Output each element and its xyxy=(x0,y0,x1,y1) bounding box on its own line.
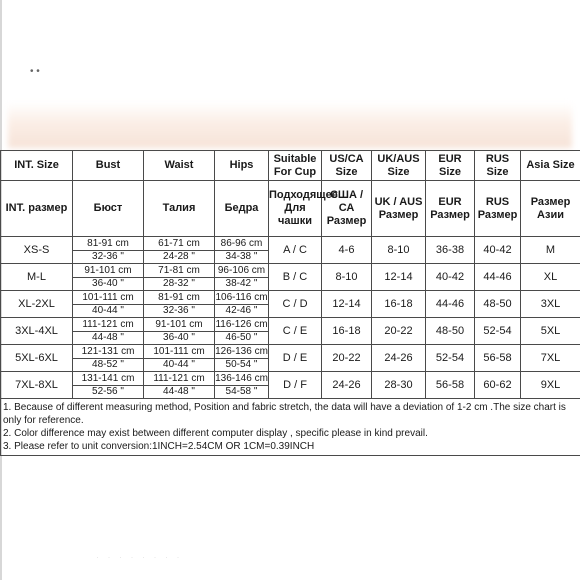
table-row xyxy=(1,318,580,345)
rus-size-cell: 60-62 xyxy=(475,372,521,399)
waist-cell-inch: 32-36 " xyxy=(163,304,195,316)
cup-cell: A / C xyxy=(269,237,322,264)
waist-cell-inch: 40-44 " xyxy=(163,358,195,370)
size-chart xyxy=(0,150,580,466)
uk-size-cell: 12-14 xyxy=(372,264,426,291)
waist-cell-inch: 28-32 " xyxy=(163,277,195,289)
us-size-cell: 12-14 xyxy=(322,291,372,318)
size-chart-table xyxy=(0,150,580,456)
asia-size-cell: M xyxy=(521,237,580,264)
hips-cell-cm: 106-116 cm xyxy=(215,291,268,303)
faded-footer-marks: · · · · · · · · xyxy=(96,552,183,562)
bust-cell xyxy=(73,291,144,318)
table-row xyxy=(1,372,580,399)
waist-cell-cm: 111-121 cm xyxy=(144,373,214,386)
header-glow xyxy=(8,102,572,148)
bust-cell-cm: 101-111 cm xyxy=(73,292,143,305)
header-int-size: INT. Size xyxy=(1,151,73,181)
header-uk: UK/AUS Size xyxy=(372,151,426,181)
hips-cell-inch: 38-42 " xyxy=(225,277,258,289)
asia-size-cell: 7XL xyxy=(521,345,580,372)
us-size-cell: 8-10 xyxy=(322,264,372,291)
bust-cell-cm: 91-101 cm xyxy=(73,265,143,278)
notes-row xyxy=(1,399,580,456)
header-rus-ru: RUS Размер xyxy=(475,181,521,237)
rus-size-cell: 52-54 xyxy=(475,318,521,345)
asia-size-cell: XL xyxy=(521,264,580,291)
hips-cell-cm: 86-96 cm xyxy=(215,238,268,251)
int-size-cell: XL-2XL xyxy=(1,291,73,318)
header-us-ru: США / СА Размер xyxy=(322,181,372,237)
cup-cell: D / E xyxy=(269,345,322,372)
hips-cell-cm: 116-126 cm xyxy=(215,318,268,330)
bust-cell xyxy=(73,345,144,372)
bust-cell-inch: 52-56 " xyxy=(92,385,124,397)
table-row xyxy=(1,345,580,372)
bust-cell-inch: 40-44 " xyxy=(92,304,124,316)
notes-cell xyxy=(1,399,580,456)
bust-cell-cm: 131-141 cm xyxy=(73,373,143,386)
int-size-cell: XS-S xyxy=(1,237,73,264)
bust-cell xyxy=(73,372,144,399)
hips-cell-inch: 50-54 " xyxy=(225,358,258,370)
hips-cell-inch: 54-58 " xyxy=(225,385,258,397)
header-row-ru xyxy=(1,181,580,237)
cup-cell: D / F xyxy=(269,372,322,399)
int-size-cell: 5XL-6XL xyxy=(1,345,73,372)
hips-cell xyxy=(215,291,269,318)
note-2: 2. Color difference may exist between different computer display , specific please in kind prevail. xyxy=(3,428,428,439)
decorative-dots: • • xyxy=(30,66,40,77)
eur-size-cell: 40-42 xyxy=(426,264,475,291)
eur-size-cell: 52-54 xyxy=(426,345,475,372)
waist-cell-cm: 81-91 cm xyxy=(144,292,214,305)
eur-size-cell: 44-46 xyxy=(426,291,475,318)
waist-cell-cm: 71-81 cm xyxy=(144,265,214,278)
header-cup: Suitable For Cup xyxy=(269,151,322,181)
asia-size-cell: 9XL xyxy=(521,372,580,399)
eur-size-cell: 48-50 xyxy=(426,318,475,345)
header-uk-ru: UK / AUS Размер xyxy=(372,181,426,237)
table-row xyxy=(1,291,580,318)
eur-size-cell: 36-38 xyxy=(426,237,475,264)
us-size-cell: 4-6 xyxy=(322,237,372,264)
rus-size-cell: 44-46 xyxy=(475,264,521,291)
hips-cell xyxy=(215,345,269,372)
header-bust-ru: Бюст xyxy=(73,181,144,237)
waist-cell xyxy=(144,291,215,318)
uk-size-cell: 24-26 xyxy=(372,345,426,372)
bust-cell xyxy=(73,318,144,345)
header-hips-ru: Бедра xyxy=(215,181,269,237)
header-eur-ru: EUR Размер xyxy=(426,181,475,237)
rus-size-cell: 40-42 xyxy=(475,237,521,264)
table-row xyxy=(1,237,580,264)
waist-cell-inch: 24-28 " xyxy=(163,250,195,262)
hips-cell-inch: 42-46 " xyxy=(225,304,258,316)
eur-size-cell: 56-58 xyxy=(426,372,475,399)
uk-size-cell: 16-18 xyxy=(372,291,426,318)
header-asia: Asia Size xyxy=(521,151,580,181)
hips-cell-cm: 136-146 cm xyxy=(215,372,268,384)
table-row xyxy=(1,264,580,291)
cup-cell: C / E xyxy=(269,318,322,345)
us-size-cell: 24-26 xyxy=(322,372,372,399)
waist-cell-cm: 91-101 cm xyxy=(144,319,214,332)
waist-cell-cm: 61-71 cm xyxy=(144,238,214,251)
header-waist: Waist xyxy=(144,151,215,181)
uk-size-cell: 28-30 xyxy=(372,372,426,399)
bust-cell-cm: 121-131 cm xyxy=(73,346,143,359)
header-hips: Hips xyxy=(215,151,269,181)
uk-size-cell: 8-10 xyxy=(372,237,426,264)
waist-cell-inch: 44-48 " xyxy=(163,385,195,397)
asia-size-cell: 3XL xyxy=(521,291,580,318)
header-waist-ru: Талия xyxy=(144,181,215,237)
rus-size-cell: 56-58 xyxy=(475,345,521,372)
size-rows xyxy=(1,237,580,399)
hips-cell xyxy=(215,318,269,345)
header-eur: EUR Size xyxy=(426,151,475,181)
bust-cell xyxy=(73,237,144,264)
hips-cell-cm: 96-106 cm xyxy=(215,265,268,278)
header-int-size-ru: INT. размер xyxy=(1,181,73,237)
waist-cell xyxy=(144,372,215,399)
cup-cell: C / D xyxy=(269,291,322,318)
bust-cell-inch: 48-52 " xyxy=(92,358,124,370)
header-asia-ru: Размер Азии xyxy=(521,181,580,237)
hips-cell xyxy=(215,264,269,291)
cup-cell: B / C xyxy=(269,264,322,291)
header-row-en xyxy=(1,151,580,181)
bust-cell-inch: 36-40 " xyxy=(92,277,124,289)
header-us: US/CA Size xyxy=(322,151,372,181)
bust-cell-inch: 44-48 " xyxy=(92,331,124,343)
waist-cell xyxy=(144,318,215,345)
header-rus: RUS Size xyxy=(475,151,521,181)
hips-cell-inch: 46-50 " xyxy=(225,331,258,343)
header-bust: Bust xyxy=(73,151,144,181)
waist-cell-inch: 36-40 " xyxy=(163,331,195,343)
asia-size-cell: 5XL xyxy=(521,318,580,345)
bust-cell xyxy=(73,264,144,291)
header-cup-ru: Подходящее Для чашки xyxy=(269,181,322,237)
us-size-cell: 16-18 xyxy=(322,318,372,345)
hips-cell-inch: 34-38 " xyxy=(225,250,258,262)
int-size-cell: M-L xyxy=(1,264,73,291)
uk-size-cell: 20-22 xyxy=(372,318,426,345)
waist-cell xyxy=(144,237,215,264)
hips-cell-cm: 126-136 cm xyxy=(215,345,268,357)
bust-cell-inch: 32-36 " xyxy=(92,250,124,262)
hips-cell xyxy=(215,372,269,399)
note-1: 1. Because of different measuring method, Position and fabric stretch, the data will have a deviation of 1-2 cm .The size chart is only for reference. xyxy=(3,402,566,426)
hips-cell xyxy=(215,237,269,264)
waist-cell xyxy=(144,345,215,372)
bust-cell-cm: 81-91 cm xyxy=(73,238,143,251)
int-size-cell: 7XL-8XL xyxy=(1,372,73,399)
int-size-cell: 3XL-4XL xyxy=(1,318,73,345)
bust-cell-cm: 111-121 cm xyxy=(73,319,143,332)
rus-size-cell: 48-50 xyxy=(475,291,521,318)
waist-cell xyxy=(144,264,215,291)
waist-cell-cm: 101-111 cm xyxy=(144,346,214,359)
note-3: 3. Please refer to unit conversion:1INCH=2.54CM OR 1CM=0.39INCH xyxy=(3,441,315,452)
us-size-cell: 20-22 xyxy=(322,345,372,372)
